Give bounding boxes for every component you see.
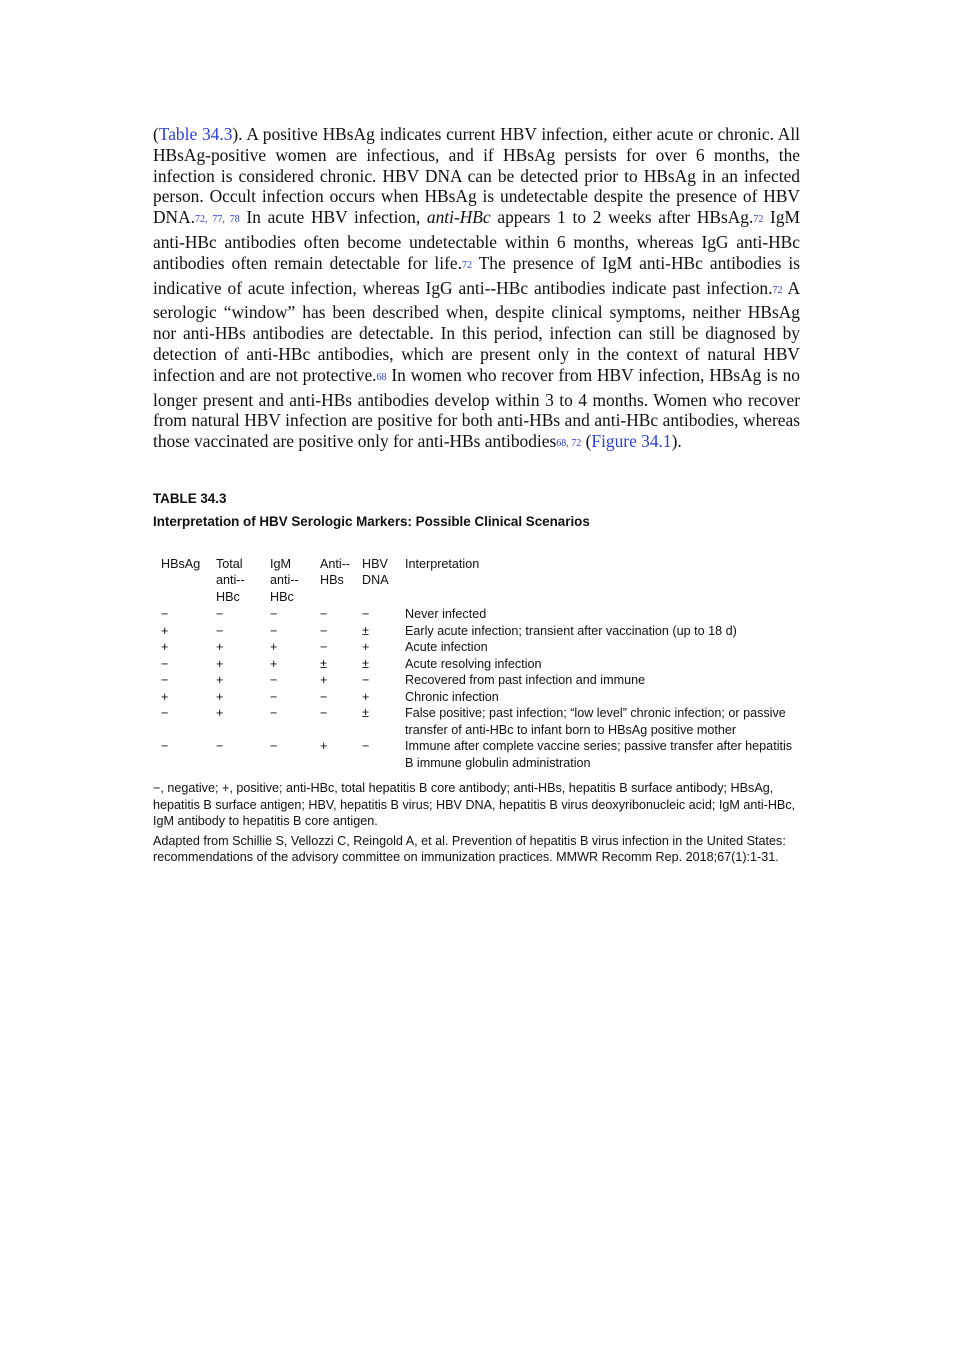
cell-hbsag: − <box>161 607 169 622</box>
cell-hbsag: + <box>161 623 169 638</box>
text-run: The presence of IgM anti-HBc antibodies is indicative of acute infection, whereas IgG anti--HBc antibodies indicate past infection. <box>153 252 801 298</box>
header-hbsag: HBsAg <box>161 556 201 571</box>
cell-igm-anti-hbc: − <box>270 607 278 622</box>
table-row <box>153 606 799 623</box>
cell-hbv-dna: − <box>362 739 370 754</box>
text-run: ( <box>581 431 592 452</box>
table-row <box>153 623 799 640</box>
table-reference-link[interactable]: Table 34.3 <box>158 124 233 144</box>
cell-hbv-dna: ± <box>362 656 369 671</box>
cell-igm-anti-hbc: + <box>270 640 278 655</box>
cell-anti-hbs: + <box>320 673 328 688</box>
header-interpretation: Interpretation <box>405 556 480 571</box>
text-run: ). <box>671 431 682 452</box>
body-paragraph <box>153 124 800 456</box>
cell-total-anti-hbc: − <box>216 739 224 754</box>
cell-anti-hbs: − <box>320 706 328 721</box>
header-anti-hbs: Anti-- HBs <box>320 556 351 588</box>
cell-igm-anti-hbc: − <box>270 689 278 704</box>
cell-total-anti-hbc: + <box>216 689 224 704</box>
table-source-note: Adapted from Schillie S, Vellozzi C, Reingold A, et al. Prevention of hepatitis B virus infection in the United States: recommendations of the advisory committee on immunization practices. MMWR Recomm Rep. 2018;67(1):1-31. <box>153 833 786 865</box>
cell-interpretation: Never infected <box>405 607 487 622</box>
cell-hbv-dna: + <box>362 689 370 704</box>
table-label: TABLE 34.3 <box>153 490 227 506</box>
cell-interpretation: Chronic infection <box>405 689 499 704</box>
table-row <box>153 705 799 738</box>
cell-hbsag: − <box>161 739 169 754</box>
text-run: appears 1 to 2 weeks after HBsAg. <box>490 207 754 228</box>
text-run: ( <box>153 124 159 144</box>
text-run: A serologic “window” has been described when, despite clinical symptoms, neither HBsAg nor anti-HBs antibodies are detectable. In this period, infection can still be diagnosed by detection of anti-HBc antibodies, which are present only in the context of natural HBV infection and are not protective. <box>153 277 800 385</box>
italic-term: anti-HBc <box>426 207 491 228</box>
cell-igm-anti-hbc: − <box>270 706 278 721</box>
citation-link[interactable]: 68, 72 <box>556 438 582 450</box>
cell-hbv-dna: + <box>362 640 370 655</box>
cell-hbsag: + <box>161 640 169 655</box>
cell-total-anti-hbc: + <box>216 640 224 655</box>
cell-hbv-dna: ± <box>362 706 369 721</box>
citation-link[interactable]: 68 <box>376 371 387 383</box>
cell-hbv-dna: − <box>362 673 370 688</box>
cell-total-anti-hbc: + <box>216 656 224 671</box>
cell-hbsag: − <box>161 706 169 721</box>
text-run: ). A positive HBsAg indicates current HBV infection, either acute or chronic. All HBsAg-positive women are infectious, and if HBsAg persists for over 6 months, the infection is considered chronic. HBV DNA can be detected prior to HBsAg in an infected person. Occult infection occurs when HBsAg is undetectable despite the presence of HBV DNA. <box>153 124 800 228</box>
table-footnote: −, negative; +, positive; anti-HBc, total hepatitis B core antibody; anti-HBs, hepatitis B surface antibody; HBsAg, hepatitis B surface antigen; HBV, hepatitis B virus; HBV DNA, hepatitis B virus deoxyribonucleic acid; IgM anti-HBc, IgM antibody to hepatitis B core antigen. <box>153 781 796 829</box>
cell-hbsag: + <box>161 689 169 704</box>
table-header-row <box>153 556 799 607</box>
text-run: IgM anti-HBc antibodies often become undetectable within 6 months, whereas IgG anti-HBc antibodies often remain detectable for life. <box>153 207 800 273</box>
cell-interpretation: Recovered from past infection and immune <box>405 673 646 688</box>
cell-total-anti-hbc: + <box>216 706 224 721</box>
cell-total-anti-hbc: − <box>216 607 224 622</box>
document-page <box>153 124 800 866</box>
header-hbv-dna: HBV DNA <box>362 556 389 588</box>
cell-hbsag: − <box>161 656 169 671</box>
table-row <box>153 738 799 771</box>
citation-link[interactable]: 72 <box>772 284 783 296</box>
cell-hbv-dna: − <box>362 607 370 622</box>
cell-hbv-dna: ± <box>362 623 369 638</box>
figure-reference-link[interactable]: Figure 34.1 <box>591 431 672 452</box>
citation-link[interactable]: 72 <box>461 259 472 271</box>
citation-link[interactable]: 72 <box>753 214 764 226</box>
cell-hbsag: − <box>161 673 169 688</box>
serologic-markers-table <box>153 556 799 772</box>
text-run: In women who recover from HBV infection, HBsAg is no longer present and anti-HBs antibodies develop within 3 to 4 months. Women who recover from natural HBV infection are positive for both anti-HBs and anti-HBc antibodies, whereas those vaccinated are positive only for anti-HBs antibodies <box>153 364 801 452</box>
cell-anti-hbs: − <box>320 607 328 622</box>
cell-anti-hbs: − <box>320 640 328 655</box>
table-title: Interpretation of HBV Serologic Markers: Possible Clinical Scenarios <box>153 513 590 529</box>
cell-total-anti-hbc: − <box>216 623 224 638</box>
cell-anti-hbs: + <box>320 739 328 754</box>
cell-igm-anti-hbc: − <box>270 739 278 754</box>
cell-igm-anti-hbc: − <box>270 623 278 638</box>
cell-interpretation: False positive; past infection; “low level” chronic infection; or passive transfer of anti-HBc to infant born to HBsAg positive mother <box>405 706 786 737</box>
cell-igm-anti-hbc: + <box>270 656 278 671</box>
cell-interpretation: Immune after complete vaccine series; passive transfer after hepatitis B immune globulin administration <box>405 739 793 770</box>
citation-link[interactable]: 72, 77, 78 <box>195 214 240 226</box>
cell-anti-hbs: − <box>320 623 328 638</box>
header-total-anti-hbc: Total anti-- HBc <box>216 556 245 604</box>
table-row <box>153 656 799 673</box>
cell-anti-hbs: ± <box>320 656 327 671</box>
cell-interpretation: Acute infection <box>405 640 488 655</box>
cell-igm-anti-hbc: − <box>270 673 278 688</box>
table-row <box>153 689 799 706</box>
cell-interpretation: Acute resolving infection <box>405 656 542 671</box>
cell-anti-hbs: − <box>320 689 328 704</box>
cell-total-anti-hbc: + <box>216 673 224 688</box>
cell-interpretation: Early acute infection; transient after vaccination (up to 18 d) <box>405 623 737 638</box>
table-row <box>153 672 799 689</box>
header-igm-anti-hbc: IgM anti-- HBc <box>270 556 299 604</box>
table-row <box>153 639 799 656</box>
text-run: In acute HBV infection, <box>239 207 427 228</box>
